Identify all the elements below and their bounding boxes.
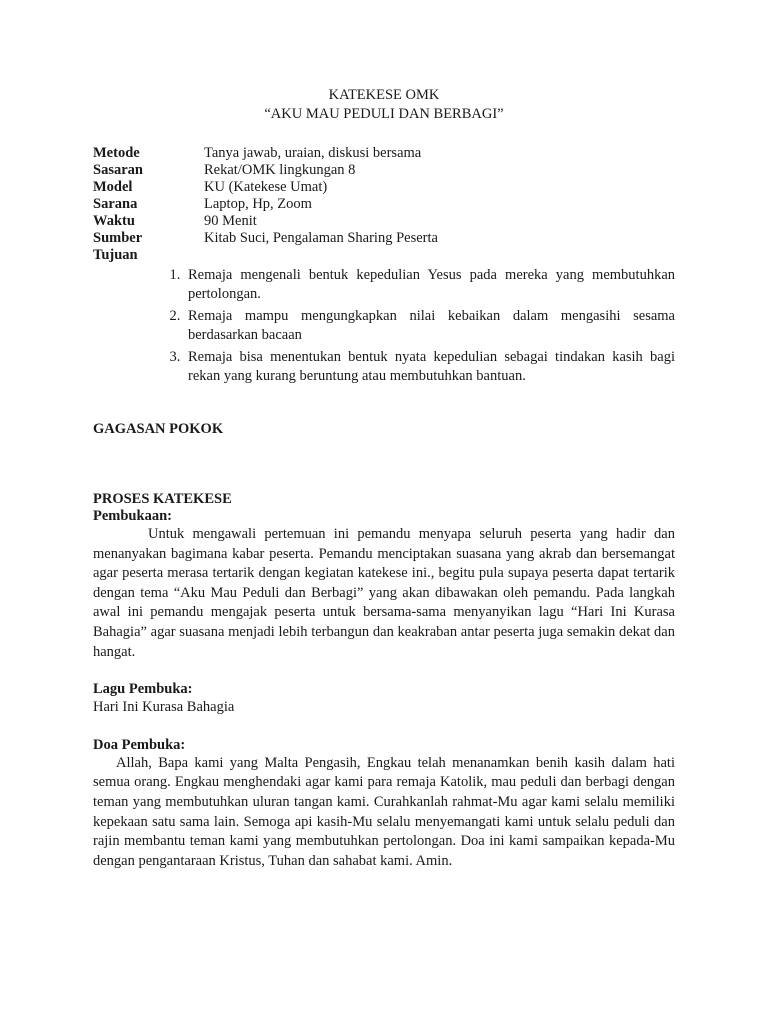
meta-row-sasaran	[93, 162, 675, 179]
meta-label: Waktu	[93, 213, 135, 229]
meta-row-sarana	[93, 196, 675, 213]
meta-value: 90 Menit	[204, 213, 257, 229]
pembukaan-paragraph: Untuk mengawali pertemuan ini pemandu menyapa seluruh peserta yang hadir dan menanyakan bagimana kabar peserta. Pemandu menciptakan suasana yang akrab dan bersemangat agar peserta merasa tertarik dengan kegiatan katekese ini., begitu pula supaya peserta dapat tertarik dengan tema “Aku Mau Peduli dan Berbagi” yang akan dibawakan oleh pemandu. Pada langkah awal ini pemandu mengajak peserta untuk bersama-sama menyanyikan lagu “Hari Ini Kurasa Bahagia” agar suasana menjadi lebih terbangun dan keakraban antar peserta juga semakin dekat dan hangat.	[93, 526, 675, 660]
meta-label: Sasaran	[93, 162, 143, 178]
goals-list	[93, 266, 675, 386]
meta-row-tujuan	[93, 247, 675, 264]
meta-label: Tujuan	[93, 247, 138, 263]
document-page	[93, 86, 675, 871]
meta-value: KU (Katekese Umat)	[204, 179, 328, 195]
meta-value: Rekat/OMK lingkungan 8	[204, 162, 356, 178]
pembukaan-heading: Pembukaan:	[93, 508, 172, 524]
doa-paragraph: Allah, Bapa kami yang Malta Pengasih, Engkau telah menanamkan benih kasih dalam hati semua orang. Engkau menghendaki agar kami para remaja Katolik, mau peduli dan berbagi dengan teman yang membutuhkan uluran tangan kami. Curahkanlah rahmat-Mu agar kami selalu memiliki kepekaan satu sama lain. Semoga api kasih-Mu selalu menyemangati kami untuk selalu peduli dan rajin membantu teman kami yang membutuhkan pertolongan. Doa ini kami sampaikan kepada-Mu dengan pengantaraan Kristus, Tuhan dan sahabat kami. Amin.	[93, 754, 675, 869]
goal-item: 1. Remaja mengenali bentuk kepedulian Yesus pada mereka yang membutuhkan pertolongan.	[184, 266, 675, 304]
meta-label: Model	[93, 179, 133, 195]
meta-table	[93, 145, 675, 264]
goal-item: 2. Remaja mampu mengungkapkan nilai kebaikan dalam mengasihi sesama berdasarkan bacaan	[184, 307, 675, 345]
doa-heading: Doa Pembuka:	[93, 736, 186, 753]
lagu-text: Hari Ini Kurasa Bahagia	[93, 699, 235, 716]
meta-row-waktu	[93, 213, 675, 230]
meta-row-metode	[93, 145, 675, 162]
meta-value: Laptop, Hp, Zoom	[204, 196, 312, 212]
document-title: KATEKESE OMK	[328, 87, 440, 103]
meta-value	[204, 247, 675, 264]
goal-item: 3. Remaja bisa menentukan bentuk nyata kepedulian sebagai tindakan kasih bagi rekan yang kurang beruntung atau membutuhkan bantuan.	[184, 348, 675, 386]
meta-row-sumber	[93, 230, 675, 247]
section-gagasan-heading: GAGASAN POKOK	[93, 421, 224, 437]
document-subtitle: “AKU MAU PEDULI DAN BERBAGI”	[264, 106, 504, 122]
meta-label: Sumber	[93, 230, 143, 246]
meta-row-model	[93, 179, 675, 196]
meta-label: Metode	[93, 145, 140, 161]
meta-label: Sarana	[93, 196, 138, 212]
lagu-heading: Lagu Pembuka:	[93, 681, 193, 698]
meta-value: Tanya jawab, uraian, diskusi bersama	[204, 145, 422, 161]
meta-value: Kitab Suci, Pengalaman Sharing Peserta	[204, 230, 438, 246]
section-proses-heading: PROSES KATEKESE	[93, 491, 232, 507]
